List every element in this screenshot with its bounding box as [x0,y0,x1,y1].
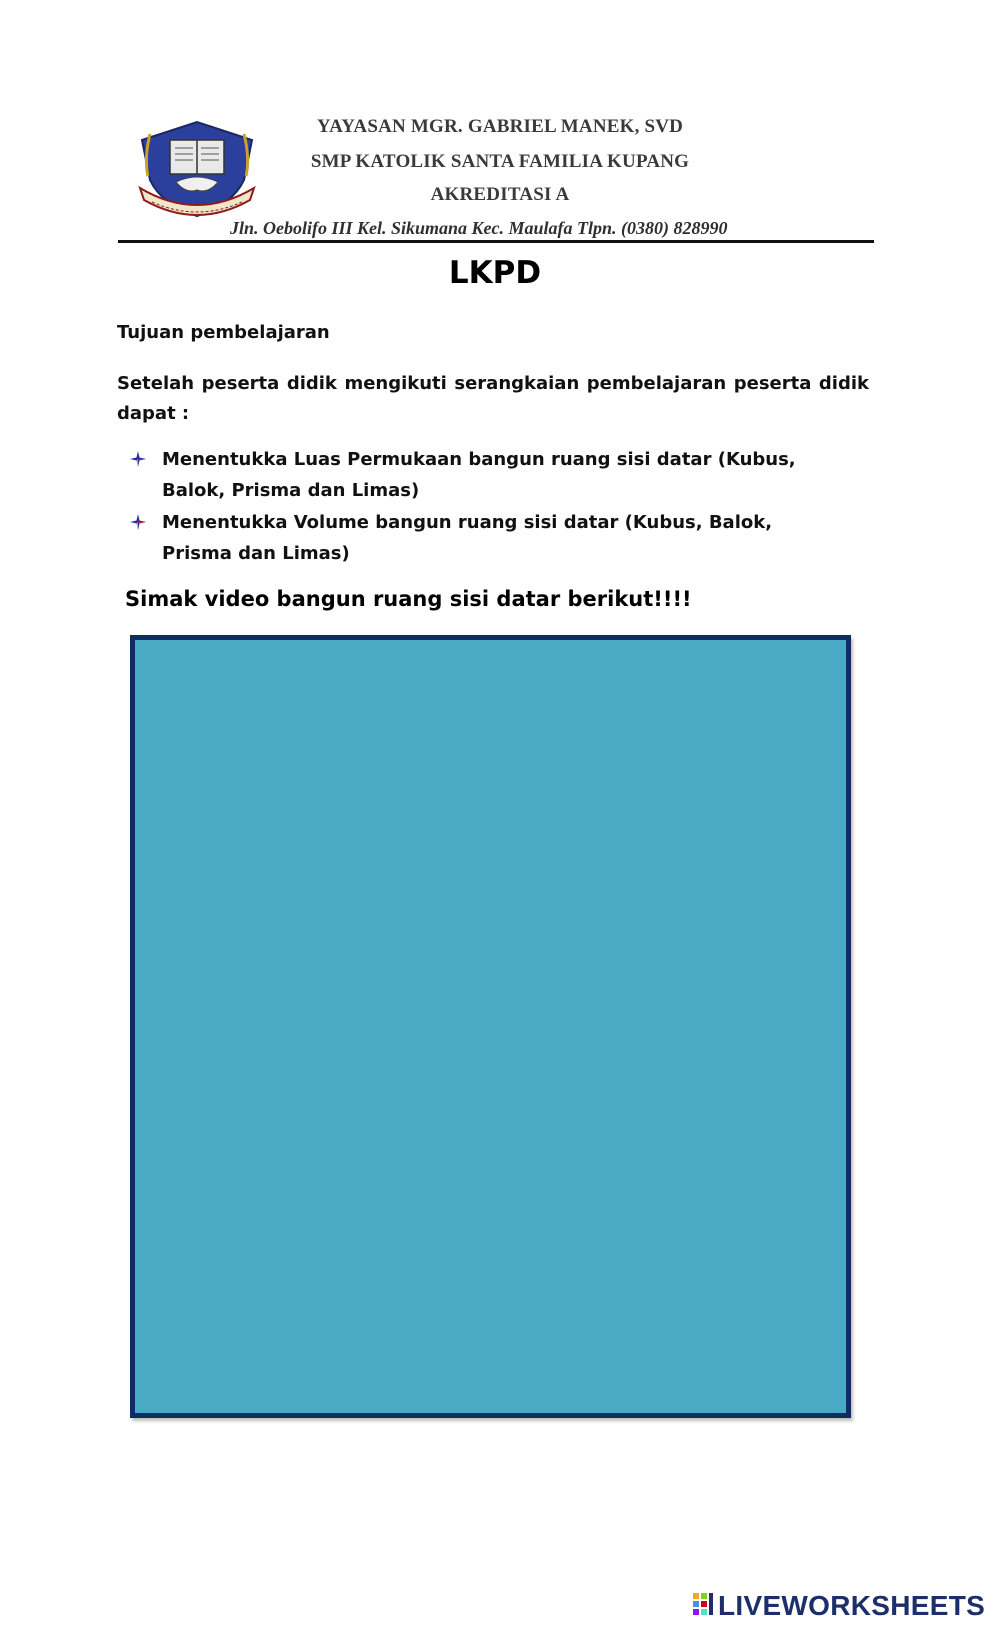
liveworksheets-brand [693,1590,985,1622]
page-title: LKPD [448,255,542,291]
accreditation-label: AKREDITASI A [430,184,570,205]
objectives-heading: Tujuan pembelajaran [117,322,330,343]
objective-text: Menentukka Luas Permukaan bangun ruang sisi datar (Kubus, Balok, Prisma dan Limas) [162,449,796,501]
header-divider [118,240,874,243]
foundation-name: YAYASAN MGR. GABRIEL MANEK, SVD [316,116,684,137]
objective-text: Menentukka Volume bangun ruang sisi datar (Kubus, Balok, Prisma dan Limas) [162,512,773,564]
bullet-star-icon [130,451,146,467]
brand-wordmark: LIVEWORKSHEETS [718,1590,986,1621]
list-item [130,507,830,569]
video-instruction: Simak video bangun ruang sisi datar berikut!!!! [125,587,692,611]
liveworksheets-logo-icon [693,1593,715,1619]
school-name: SMP KATOLIK SANTA FAMILIA KUPANG [310,151,690,172]
list-item [130,444,830,506]
video-embed-area[interactable] [130,635,851,1418]
objectives-intro: Setelah peserta didik mengikuti serangkaian pembelajaran peserta didik dapat : [117,373,869,424]
bullet-star-icon [130,514,146,530]
school-address: Jln. Oebolifo III Kel. Sikumana Kec. Maulafa Tlpn. (0380) 828990 [230,218,728,238]
